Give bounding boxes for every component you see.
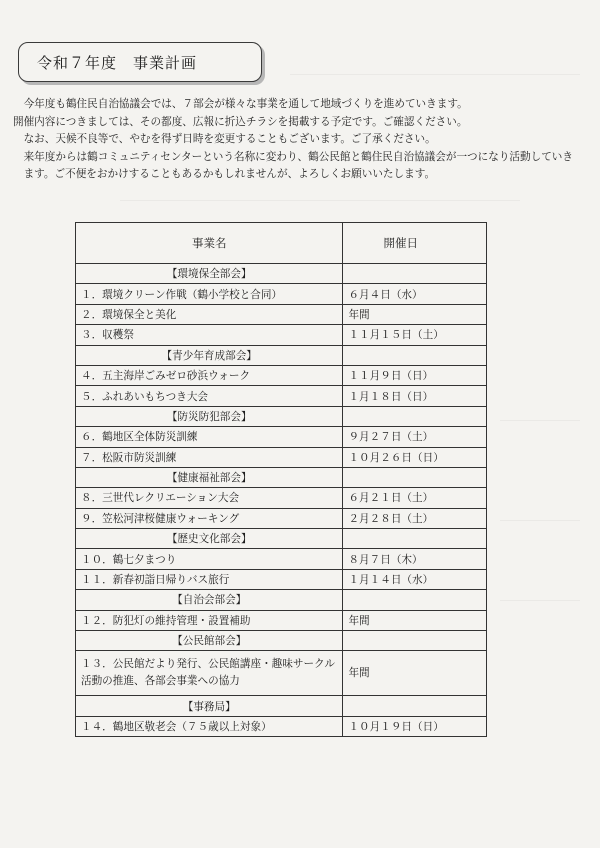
section-header-row bbox=[76, 264, 487, 284]
event-name-cell: ８．三世代レクリエーション大会 bbox=[76, 488, 343, 508]
section-name-cell: 【公民館部会】 bbox=[76, 631, 343, 651]
column-header-name: 事業名 bbox=[76, 223, 343, 264]
event-date-cell: ２月２８日（土） bbox=[343, 508, 487, 528]
event-date-cell bbox=[343, 467, 487, 487]
table-row bbox=[76, 508, 487, 528]
event-date-cell: ６月２１日（土） bbox=[343, 488, 487, 508]
table-row bbox=[76, 284, 487, 304]
bleed-through-mark bbox=[500, 600, 580, 601]
event-date-cell: １０月２６日（日） bbox=[343, 447, 487, 467]
column-header-date: 開催日 bbox=[343, 223, 487, 264]
event-date-cell: １０月１９日（日） bbox=[343, 716, 487, 736]
event-date-cell: １月１４日（水） bbox=[343, 569, 487, 589]
table-row bbox=[76, 651, 487, 696]
event-date-cell: 年間 bbox=[343, 304, 487, 324]
section-header-row bbox=[76, 529, 487, 549]
section-header-row bbox=[76, 590, 487, 610]
event-name-cell: １２．防犯灯の維持管理・設置補助 bbox=[76, 610, 343, 630]
event-date-cell: １１月９日（日） bbox=[343, 365, 487, 385]
section-header-row bbox=[76, 467, 487, 487]
event-date-cell bbox=[343, 696, 487, 716]
section-header-row bbox=[76, 345, 487, 365]
bleed-through-mark bbox=[500, 520, 580, 521]
table-row bbox=[76, 610, 487, 630]
table-row bbox=[76, 447, 487, 467]
event-name-cell: ３．収穫祭 bbox=[76, 325, 343, 345]
bleed-through-mark bbox=[500, 420, 580, 421]
section-header-row bbox=[76, 406, 487, 426]
section-name-cell: 【健康福祉部会】 bbox=[76, 467, 343, 487]
section-header-row bbox=[76, 696, 487, 716]
table-row bbox=[76, 427, 487, 447]
event-name-cell: ２．環境保全と美化 bbox=[76, 304, 343, 324]
table-row bbox=[76, 325, 487, 345]
event-name-cell: ７．松阪市防災訓練 bbox=[76, 447, 343, 467]
table-row bbox=[76, 365, 487, 385]
event-date-cell bbox=[343, 264, 487, 284]
section-name-cell: 【歴史文化部会】 bbox=[76, 529, 343, 549]
intro-paragraph: 今年度も鶴住民自治協議会では、７部会が様々な事業を通して地域づくりを進めていきます。 bbox=[23, 98, 468, 110]
event-name-cell: １０．鶴七夕まつり bbox=[76, 549, 343, 569]
section-name-cell: 【事務局】 bbox=[76, 696, 343, 716]
table-body bbox=[76, 264, 487, 737]
event-date-cell bbox=[343, 345, 487, 365]
event-date-cell bbox=[343, 406, 487, 426]
event-name-cell: １１．新春初詣日帰りバス旅行 bbox=[76, 569, 343, 589]
intro-paragraph: なお、天候不良等で、やむを得ず日時を変更することもございます。ご了承ください。 bbox=[23, 133, 436, 145]
event-name-cell: １４．鶴地区敬老会（７５歳以上対象） bbox=[76, 716, 343, 736]
title-box bbox=[18, 42, 262, 82]
event-name-cell: １．環境クリーン作戦（鶴小学校と合同） bbox=[76, 284, 343, 304]
table-row bbox=[76, 304, 487, 324]
event-date-cell: １月１８日（日） bbox=[343, 386, 487, 406]
event-date-cell: 年間 bbox=[343, 651, 487, 696]
bleed-through-mark bbox=[290, 74, 580, 75]
event-name-cell: ４．五主海岸ごみゼロ砂浜ウォーク bbox=[76, 365, 343, 385]
section-header-row bbox=[76, 631, 487, 651]
event-name-cell: １３．公民館だより発行、公民館講座・趣味サークル活動の推進、各部会事業への協力 bbox=[76, 651, 343, 696]
table-row bbox=[76, 488, 487, 508]
event-date-cell: １１月１５日（土） bbox=[343, 325, 487, 345]
event-date-cell bbox=[343, 529, 487, 549]
bleed-through-mark bbox=[120, 200, 520, 201]
table-row bbox=[76, 549, 487, 569]
page-title: 令和７年度 事業計画 bbox=[37, 53, 198, 72]
table-header-row bbox=[76, 223, 487, 264]
event-name-cell: ９．笠松河津桜健康ウォーキング bbox=[76, 508, 343, 528]
event-schedule-table bbox=[75, 222, 487, 737]
section-name-cell: 【青少年育成部会】 bbox=[76, 345, 343, 365]
table-row bbox=[76, 569, 487, 589]
table-row bbox=[76, 716, 487, 736]
intro-paragraph: 開催内容につきましては、その都度、広報に折込チラシを掲載する予定です。ご確認ください。 bbox=[13, 115, 468, 128]
section-name-cell: 【環境保全部会】 bbox=[76, 264, 343, 284]
table-row bbox=[76, 386, 487, 406]
event-name-cell: ５．ふれあいもちつき大会 bbox=[76, 386, 343, 406]
intro-paragraph: 来年度からは鶴コミュニティセンターという名称に変わり、鶴公民館と鶴住民自治協議会が一つになり活動していきます。ご不便をおかけすることもあるかもしれませんが、よろしくお願いいたします。 bbox=[23, 150, 573, 180]
section-name-cell: 【自治会部会】 bbox=[76, 590, 343, 610]
event-date-cell: ９月２７日（土） bbox=[343, 427, 487, 447]
intro-text bbox=[13, 96, 583, 184]
event-date-cell bbox=[343, 631, 487, 651]
event-date-cell: ８月７日（木） bbox=[343, 549, 487, 569]
event-date-cell: 年間 bbox=[343, 610, 487, 630]
section-name-cell: 【防災防犯部会】 bbox=[76, 406, 343, 426]
event-name-cell: ６．鶴地区全体防災訓練 bbox=[76, 427, 343, 447]
event-date-cell: ６月４日（水） bbox=[343, 284, 487, 304]
event-date-cell bbox=[343, 590, 487, 610]
